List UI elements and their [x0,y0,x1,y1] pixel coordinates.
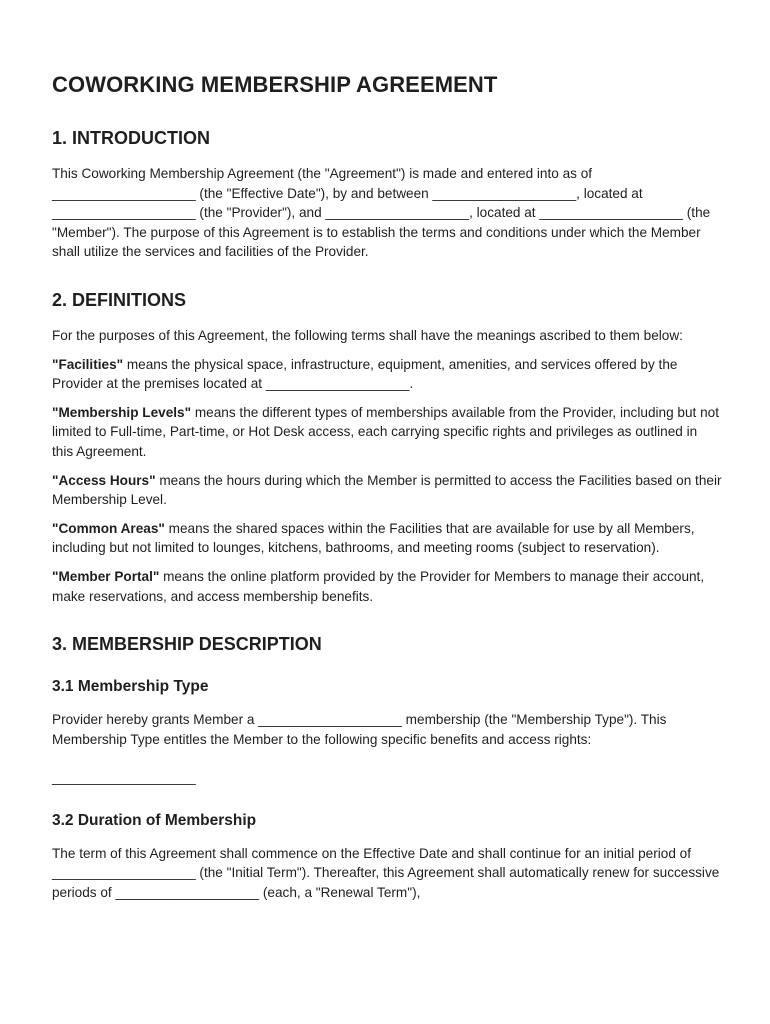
definition-text: means the physical space, infrastructure, equipment, amenities, and services offered by the Provider at the premises located at ___________________. [52,356,678,392]
definitions-intro: For the purposes of this Agreement, the following terms shall have the meanings ascribed to them below: [52,327,683,343]
definition-item [52,355,722,394]
definition-term: "Member Portal" [52,568,160,584]
definition-text: means the shared spaces within the Facilities that are available for use by all Members, including but not limited to lounges, kitchens, bathrooms, and meeting rooms (subject to reservation). [52,520,695,556]
duration-paragraph: The term of this Agreement shall commence on the Effective Date and shall continue for an initial period of ___________________ (the "Initial Term"). Thereafter, this Agreement shall automatically renew for successive periods of ___________________ (each, a "Renewal Term"), [52,845,720,901]
definition-item [52,567,722,606]
definition-item [52,471,722,510]
definition-term: "Facilities" [52,356,124,372]
membership-type-paragraph: Provider hereby grants Member a ___________________ membership (the "Membership Type"). This Membership Type entitles the Member to the following specific benefits and access rights: [52,712,667,747]
definition-text: means the different types of memberships available from the Provider, including but not limited to Full-time, Part-time, or Hot Desk access, each carrying specific rights and privileges as outlined in this Agreement. [52,404,719,459]
document-page [52,70,722,903]
definition-item [52,519,722,558]
subsection-heading-duration: 3.2 Duration of Membership [52,811,257,829]
definition-term: "Common Areas" [52,520,165,536]
definition-text: means the hours during which the Member is permitted to access the Facilities based on their Membership Level. [52,472,722,508]
section-heading-introduction: 1. INTRODUCTION [52,128,211,148]
definition-term: "Membership Levels" [52,404,192,420]
document-title: COWORKING MEMBERSHIP AGREEMENT [52,72,498,97]
definition-term: "Access Hours" [52,472,156,488]
definition-text: means the online platform provided by the Provider for Members to manage their account, make reservations, and access membership benefits. [52,568,705,604]
membership-benefits-blank: ___________________ [52,770,196,786]
definition-item [52,403,722,462]
section-heading-definitions: 2. DEFINITIONS [52,289,187,310]
section-heading-membership: 3. MEMBERSHIP DESCRIPTION [52,634,322,655]
subsection-heading-membership-type: 3.1 Membership Type [52,678,209,696]
introduction-paragraph: This Coworking Membership Agreement (the "Agreement") is made and entered into as of ___________________ (the "Effective Date"), by and between ___________________, located at ___________________ (the "Provider"), and ___________________, located at ___________________ (the "Member"). The purpose of this Agreement is to establish the terms and conditions under which the Member shall utilize the services and facilities of the Provider. [52,166,711,260]
